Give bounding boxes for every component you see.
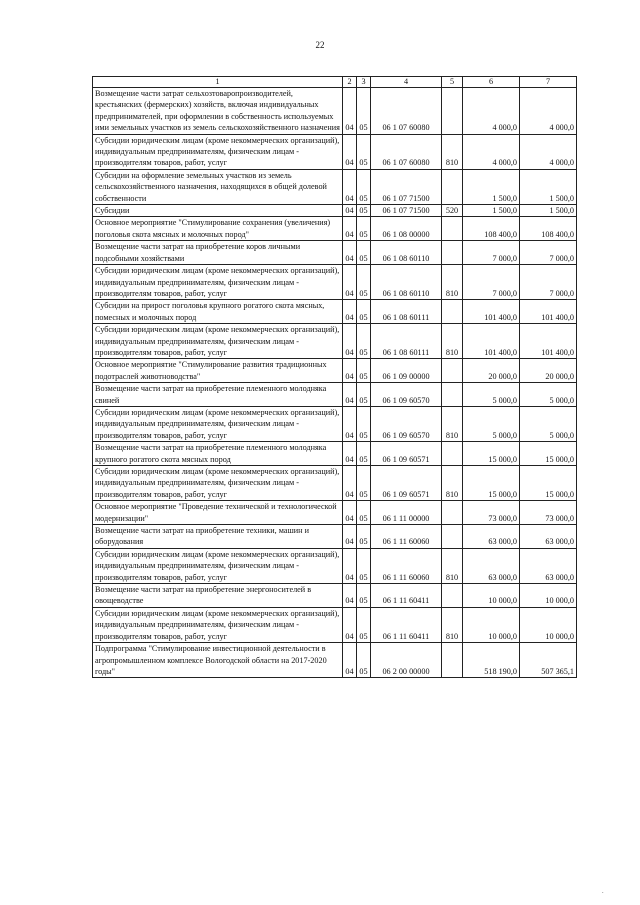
row-subsection-cell: 05 — [357, 241, 371, 265]
row-subsection-cell: 05 — [357, 501, 371, 525]
col-header-target-code: 4 — [371, 77, 442, 88]
table-row — [93, 217, 577, 241]
col-header-amount-1: 6 — [463, 77, 520, 88]
table-row — [93, 584, 577, 608]
row-expense-type-cell: 810 — [442, 548, 463, 583]
row-subsection-cell: 05 — [357, 324, 371, 359]
row-name-cell: Возмещение части затрат на приобретение техники, машин и оборудования — [93, 525, 343, 549]
row-amount-1-cell: 10 000,0 — [463, 584, 520, 608]
row-section-cell: 04 — [343, 265, 357, 300]
table-row — [93, 169, 577, 204]
row-expense-type-cell — [442, 383, 463, 407]
row-expense-type-cell — [442, 359, 463, 383]
row-amount-2-cell: 108 400,0 — [520, 217, 577, 241]
row-expense-type-cell — [442, 525, 463, 549]
row-subsection-cell: 05 — [357, 134, 371, 169]
row-subsection-cell: 05 — [357, 359, 371, 383]
row-section-cell: 04 — [343, 241, 357, 265]
row-name-cell: Возмещение части затрат на приобретение племенного молодняка крупного рогатого скота мясных пород — [93, 442, 343, 466]
col-header-subsection: 3 — [357, 77, 371, 88]
row-amount-2-cell: 20 000,0 — [520, 359, 577, 383]
row-target-code-cell: 06 1 08 60111 — [371, 300, 442, 324]
row-amount-1-cell: 108 400,0 — [463, 217, 520, 241]
row-amount-2-cell: 4 000,0 — [520, 134, 577, 169]
table-row — [93, 241, 577, 265]
row-amount-2-cell: 73 000,0 — [520, 501, 577, 525]
row-target-code-cell: 06 1 08 00000 — [371, 217, 442, 241]
table-row — [93, 643, 577, 678]
col-header-expense-type: 5 — [442, 77, 463, 88]
row-target-code-cell: 06 1 07 71500 — [371, 169, 442, 204]
row-amount-1-cell: 1 500,0 — [463, 205, 520, 217]
row-target-code-cell: 06 1 08 60110 — [371, 265, 442, 300]
table-row — [93, 501, 577, 525]
row-amount-2-cell: 15 000,0 — [520, 466, 577, 501]
row-subsection-cell: 05 — [357, 607, 371, 642]
row-section-cell: 04 — [343, 217, 357, 241]
row-amount-2-cell: 101 400,0 — [520, 324, 577, 359]
budget-table — [92, 76, 577, 678]
row-name-cell: Возмещение части затрат на приобретение племенного молодняка свиней — [93, 383, 343, 407]
row-expense-type-cell — [442, 88, 463, 135]
row-expense-type-cell: 810 — [442, 466, 463, 501]
table-row — [93, 548, 577, 583]
row-amount-2-cell: 7 000,0 — [520, 241, 577, 265]
row-section-cell: 04 — [343, 134, 357, 169]
row-name-cell: Возмещение части затрат на приобретение коров личными подсобными хозяйствами — [93, 241, 343, 265]
row-expense-type-cell: 810 — [442, 406, 463, 441]
row-expense-type-cell — [442, 169, 463, 204]
row-name-cell: Основное мероприятие "Стимулирование сохранения (увеличения) поголовья скота мясных и молочных пород" — [93, 217, 343, 241]
row-target-code-cell: 06 1 11 00000 — [371, 501, 442, 525]
col-header-section: 2 — [343, 77, 357, 88]
row-amount-2-cell: 63 000,0 — [520, 525, 577, 549]
row-expense-type-cell — [442, 442, 463, 466]
row-expense-type-cell — [442, 643, 463, 678]
col-header-name: 1 — [93, 77, 343, 88]
table-row — [93, 406, 577, 441]
row-subsection-cell: 05 — [357, 169, 371, 204]
row-section-cell: 04 — [343, 300, 357, 324]
row-target-code-cell: 06 1 08 60110 — [371, 241, 442, 265]
row-subsection-cell: 05 — [357, 442, 371, 466]
row-name-cell: Субсидии юридическим лицам (кроме некоммерческих организаций), индивидуальным предпринимателям, физическим лицам - производителям товаров, работ, услуг — [93, 406, 343, 441]
row-amount-1-cell: 73 000,0 — [463, 501, 520, 525]
row-amount-2-cell: 507 365,1 — [520, 643, 577, 678]
row-subsection-cell: 05 — [357, 217, 371, 241]
row-expense-type-cell — [442, 584, 463, 608]
row-amount-1-cell: 1 500,0 — [463, 169, 520, 204]
row-expense-type-cell: 810 — [442, 134, 463, 169]
row-subsection-cell: 05 — [357, 466, 371, 501]
row-name-cell: Субсидии юридическим лицам (кроме некоммерческих организаций), индивидуальным предпринимателям, физическим лицам - производителям товаров, работ, услуг — [93, 607, 343, 642]
row-expense-type-cell: 520 — [442, 205, 463, 217]
table-row — [93, 300, 577, 324]
row-target-code-cell: 06 1 09 60570 — [371, 383, 442, 407]
row-target-code-cell: 06 1 09 60571 — [371, 466, 442, 501]
row-section-cell: 04 — [343, 205, 357, 217]
table-row — [93, 442, 577, 466]
row-amount-1-cell: 15 000,0 — [463, 442, 520, 466]
row-amount-2-cell: 1 500,0 — [520, 169, 577, 204]
row-amount-1-cell: 101 400,0 — [463, 300, 520, 324]
table-row — [93, 607, 577, 642]
row-amount-1-cell: 101 400,0 — [463, 324, 520, 359]
row-section-cell: 04 — [343, 643, 357, 678]
row-expense-type-cell — [442, 501, 463, 525]
row-expense-type-cell — [442, 217, 463, 241]
table-row — [93, 134, 577, 169]
scan-mark: · — [601, 889, 604, 897]
row-name-cell: Возмещение части затрат сельхозтоваропроизводителей, крестьянских (фермерских) хозяйств, включая индивидуальных предпринимателей, при оформлении в собственность используемых ими земельных участков из земель сельскохозяйственного назначения — [93, 88, 343, 135]
row-section-cell: 04 — [343, 383, 357, 407]
row-section-cell: 04 — [343, 584, 357, 608]
row-amount-2-cell: 4 000,0 — [520, 88, 577, 135]
col-header-amount-2: 7 — [520, 77, 577, 88]
row-subsection-cell: 05 — [357, 205, 371, 217]
row-target-code-cell: 06 1 07 60080 — [371, 88, 442, 135]
row-section-cell: 04 — [343, 548, 357, 583]
row-subsection-cell: 05 — [357, 548, 371, 583]
row-amount-1-cell: 63 000,0 — [463, 548, 520, 583]
row-section-cell: 04 — [343, 359, 357, 383]
table-body — [93, 88, 577, 678]
row-target-code-cell: 06 1 11 60411 — [371, 584, 442, 608]
row-amount-1-cell: 7 000,0 — [463, 241, 520, 265]
row-expense-type-cell: 810 — [442, 324, 463, 359]
row-amount-2-cell: 10 000,0 — [520, 607, 577, 642]
table-row — [93, 466, 577, 501]
row-name-cell: Субсидии на оформление земельных участков из земель сельскохозяйственного назначения, находящихся в общей долевой собственности — [93, 169, 343, 204]
row-section-cell: 04 — [343, 525, 357, 549]
row-name-cell: Субсидии юридическим лицам (кроме некоммерческих организаций), индивидуальным предпринимателям, физическим лицам - производителям товаров, работ, услуг — [93, 134, 343, 169]
row-subsection-cell: 05 — [357, 584, 371, 608]
row-target-code-cell: 06 1 08 60111 — [371, 324, 442, 359]
row-expense-type-cell — [442, 241, 463, 265]
row-name-cell: Субсидии юридическим лицам (кроме некоммерческих организаций), индивидуальным предпринимателям, физическим лицам - производителям товаров, работ, услуг — [93, 466, 343, 501]
row-section-cell: 04 — [343, 406, 357, 441]
table-row — [93, 383, 577, 407]
row-subsection-cell: 05 — [357, 300, 371, 324]
row-subsection-cell: 05 — [357, 406, 371, 441]
row-section-cell: 04 — [343, 169, 357, 204]
page-number: 22 — [315, 40, 325, 50]
row-amount-2-cell: 63 000,0 — [520, 548, 577, 583]
row-name-cell: Основное мероприятие "Стимулирование развития традиционных подотраслей животноводства" — [93, 359, 343, 383]
row-target-code-cell: 06 2 00 00000 — [371, 643, 442, 678]
row-target-code-cell: 06 1 07 60080 — [371, 134, 442, 169]
row-section-cell: 04 — [343, 607, 357, 642]
row-target-code-cell: 06 1 07 71500 — [371, 205, 442, 217]
row-name-cell: Возмещение части затрат на приобретение энергоносителей в овощеводстве — [93, 584, 343, 608]
table-row — [93, 265, 577, 300]
table-row — [93, 205, 577, 217]
row-name-cell: Субсидии — [93, 205, 343, 217]
row-amount-2-cell: 1 500,0 — [520, 205, 577, 217]
row-section-cell: 04 — [343, 442, 357, 466]
row-amount-1-cell: 15 000,0 — [463, 466, 520, 501]
row-name-cell: Субсидии на прирост поголовья крупного рогатого скота мясных, помесных и молочных пород — [93, 300, 343, 324]
row-target-code-cell: 06 1 11 60060 — [371, 548, 442, 583]
row-name-cell: Субсидии юридическим лицам (кроме некоммерческих организаций), индивидуальным предпринимателям, физическим лицам - производителям товаров, работ, услуг — [93, 548, 343, 583]
row-amount-1-cell: 5 000,0 — [463, 383, 520, 407]
row-subsection-cell: 05 — [357, 525, 371, 549]
row-amount-1-cell: 7 000,0 — [463, 265, 520, 300]
row-name-cell: Основное мероприятие "Проведение технической и технологической модернизации" — [93, 501, 343, 525]
row-amount-2-cell: 10 000,0 — [520, 584, 577, 608]
row-subsection-cell: 05 — [357, 265, 371, 300]
row-amount-1-cell: 4 000,0 — [463, 88, 520, 135]
row-subsection-cell: 05 — [357, 643, 371, 678]
row-amount-2-cell: 101 400,0 — [520, 300, 577, 324]
row-amount-1-cell: 10 000,0 — [463, 607, 520, 642]
row-amount-2-cell: 15 000,0 — [520, 442, 577, 466]
row-amount-2-cell: 7 000,0 — [520, 265, 577, 300]
row-amount-1-cell: 63 000,0 — [463, 525, 520, 549]
row-target-code-cell: 06 1 09 60571 — [371, 442, 442, 466]
row-amount-2-cell: 5 000,0 — [520, 406, 577, 441]
table-row — [93, 324, 577, 359]
row-amount-1-cell: 20 000,0 — [463, 359, 520, 383]
row-subsection-cell: 05 — [357, 88, 371, 135]
row-amount-1-cell: 518 190,0 — [463, 643, 520, 678]
row-amount-1-cell: 5 000,0 — [463, 406, 520, 441]
row-amount-1-cell: 4 000,0 — [463, 134, 520, 169]
row-amount-2-cell: 5 000,0 — [520, 383, 577, 407]
header-row — [93, 77, 577, 88]
row-name-cell: Субсидии юридическим лицам (кроме некоммерческих организаций), индивидуальным предпринимателям, физическим лицам - производителям товаров, работ, услуг — [93, 324, 343, 359]
row-expense-type-cell: 810 — [442, 607, 463, 642]
row-section-cell: 04 — [343, 466, 357, 501]
row-target-code-cell: 06 1 09 00000 — [371, 359, 442, 383]
row-expense-type-cell — [442, 300, 463, 324]
row-target-code-cell: 06 1 09 60570 — [371, 406, 442, 441]
row-section-cell: 04 — [343, 501, 357, 525]
row-name-cell: Подпрограмма "Стимулирование инвестиционной деятельности в агропромышленном комплексе Вологодской области на 2017-2020 годы" — [93, 643, 343, 678]
row-expense-type-cell: 810 — [442, 265, 463, 300]
row-name-cell: Субсидии юридическим лицам (кроме некоммерческих организаций), индивидуальным предпринимателям, физическим лицам - производителям товаров, работ, услуг — [93, 265, 343, 300]
row-section-cell: 04 — [343, 324, 357, 359]
table-row — [93, 359, 577, 383]
row-target-code-cell: 06 1 11 60411 — [371, 607, 442, 642]
row-target-code-cell: 06 1 11 60060 — [371, 525, 442, 549]
table-row — [93, 525, 577, 549]
row-section-cell: 04 — [343, 88, 357, 135]
table-row — [93, 88, 577, 135]
row-subsection-cell: 05 — [357, 383, 371, 407]
